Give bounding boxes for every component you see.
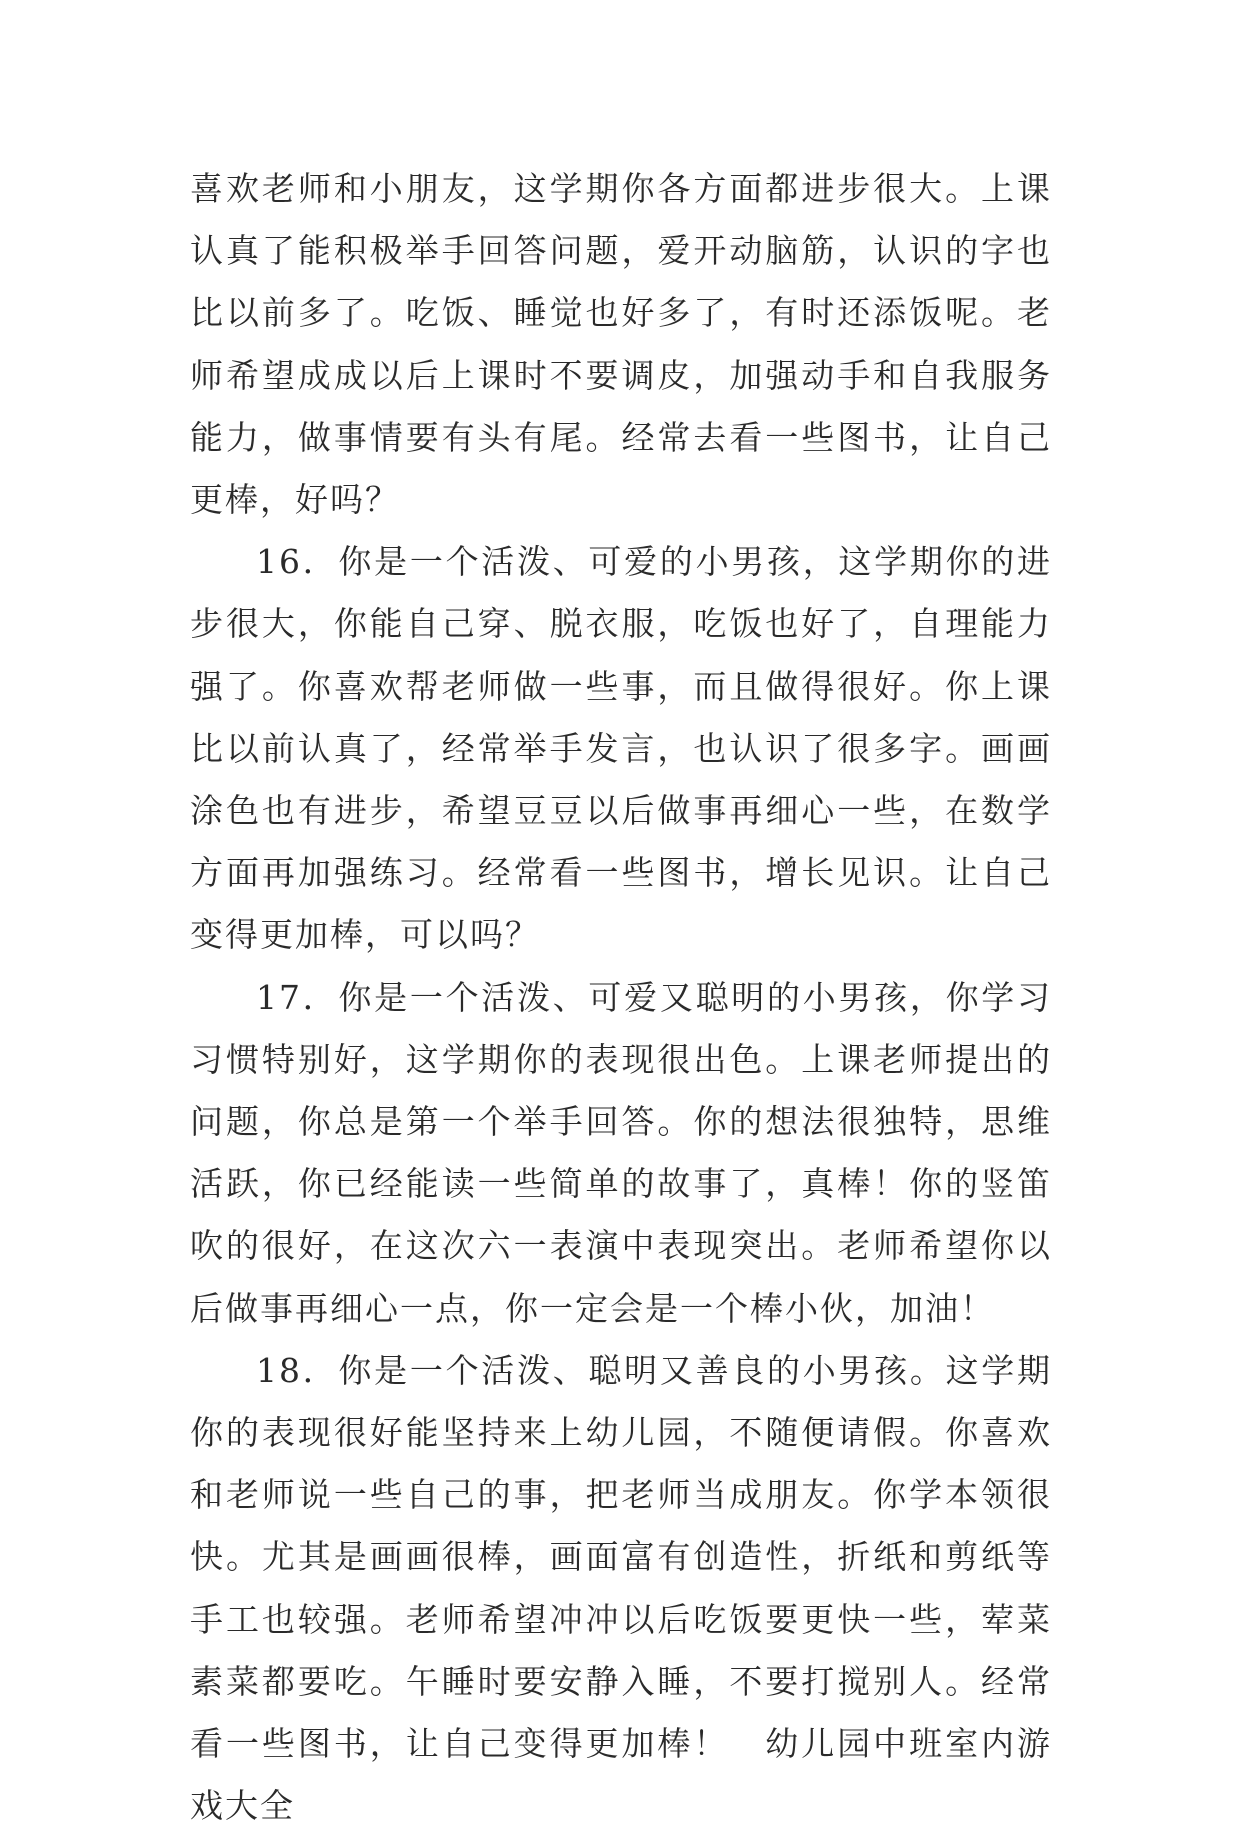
paragraph-17: 17．你是一个活泼、可爱又聪明的小男孩，你学习习惯特别好，这学期你的表现很出色。上课老师提出的问题，你总是第一个举手回答。你的想法很独特，思维活跃，你已经能读一些简单的故事了，真棒！你的竖笛吹的很好，在这次六一表演中表现突出。老师希望你以后做事再细心一点，你一定会是一个棒小伙，加油！ (190, 977, 1052, 1328)
paragraph-continuation: 喜欢老师和小朋友，这学期你各方面都进步很大。上课认真了能积极举手回答问题，爱开动脑筋，认识的字也比以前多了。吃饭、睡觉也好多了，有时还添饭呢。老师希望成成以后上课时不要调皮，加强动手和自我服务能力，做事情要有头有尾。经常去看一些图书，让自己更棒，好吗？ (190, 169, 1052, 520)
paragraph-18: 18．你是一个活泼、聪明又善良的小男孩。这学期你的表现很好能坚持来上幼儿园，不随便请假。你喜欢和老师说一些自己的事，把老师当成朋友。你学本领很快。尤其是画画很棒，画面富有创造性，折纸和剪纸等手工也较强。老师希望冲冲以后吃饭要更快一些，荤菜素菜都要吃。午睡时要安静入睡，不要打搅别人。经常看一些图书，让自己变得更加棒！ 幼儿园中班室内游戏大全 (190, 1350, 1052, 1826)
document-body (190, 158, 1052, 1837)
paragraph-16: 16．你是一个活泼、可爱的小男孩，这学期你的进步很大，你能自己穿、脱衣服，吃饭也好了，自理能力强了。你喜欢帮老师做一些事，而且做得很好。你上课比以前认真了，经常举手发言，也认识了很多字。画画涂色也有进步，希望豆豆以后做事再细心一些，在数学方面再加强练习。经常看一些图书，增长见识。让自己变得更加棒，可以吗？ (190, 542, 1052, 955)
